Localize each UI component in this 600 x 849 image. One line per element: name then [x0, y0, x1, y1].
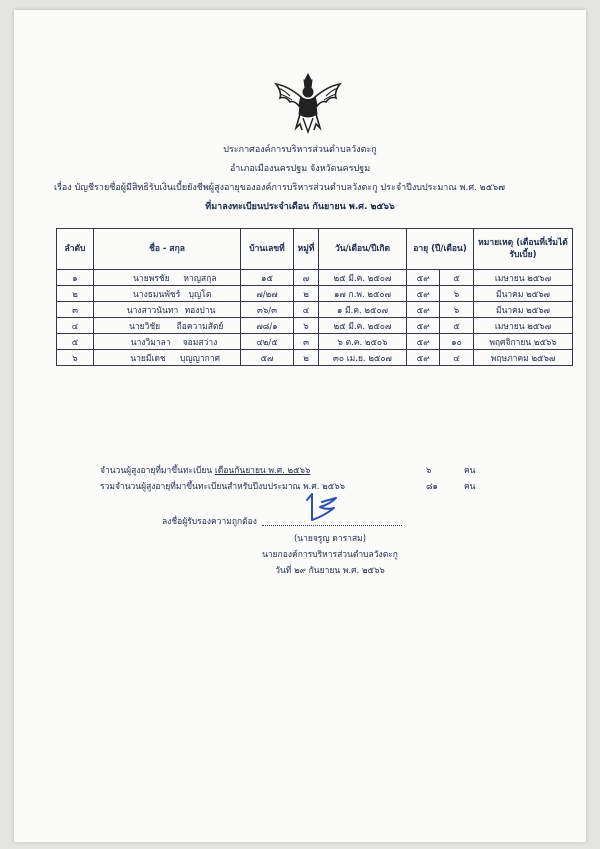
- subject-line: เรื่อง บัญชีรายชื่อผู้มีสิทธิรับเงินเบี้ยยังชีพผู้สูงอายุขององค์การบริหารส่วนตำบลวังตะกู ประจำปีงบประมาณ พ.ศ. ๒๕๖๗: [54, 183, 505, 193]
- moo-number: ๒: [294, 350, 319, 366]
- house-number: ๓๖/๓: [241, 302, 294, 318]
- signer-position: นายกองค์การบริหารส่วนตำบลวังตะกู: [262, 550, 398, 560]
- age-months: ๔: [440, 350, 474, 366]
- first-name: นายวิชัย: [129, 321, 161, 332]
- table-row: [57, 302, 573, 318]
- beneficiary-table: [56, 228, 573, 366]
- age-months: ๑๐: [440, 334, 474, 350]
- table-row: [57, 318, 573, 334]
- last-name: จอมสว่าง: [182, 337, 218, 348]
- certify-label: ลงชื่อผู้รับรองความถูกต้อง: [162, 517, 257, 527]
- last-name: ถือความสัตย์: [176, 321, 224, 332]
- table-row: [57, 286, 573, 302]
- last-name: หาญสกุล: [183, 273, 217, 284]
- header-dob: วัน/เดือน/ปีเกิด: [319, 229, 407, 270]
- document-page: [14, 10, 586, 842]
- age-months: ๖: [440, 302, 474, 318]
- table-header-row: [57, 229, 573, 270]
- birth-date: ๖ ต.ค. ๒๕๐๖: [319, 334, 407, 350]
- row-number: ๕: [57, 334, 94, 350]
- full-name: [94, 334, 241, 350]
- birth-date: ๑ มี.ค. ๒๕๐๗: [319, 302, 407, 318]
- full-name: [94, 270, 241, 286]
- total-count-unit: คน: [464, 482, 476, 492]
- birth-date: ๑๗ ก.พ. ๒๕๐๗: [319, 286, 407, 302]
- full-name: [94, 286, 241, 302]
- full-name: [94, 350, 241, 366]
- age-years: ๕๙: [407, 270, 440, 286]
- garuda-emblem-icon: [270, 70, 346, 134]
- remark: พฤศจิกายน ๒๕๖๖: [474, 334, 573, 350]
- moo-number: ๖: [294, 318, 319, 334]
- signer-name: (นายจรูญ ดาราสม): [293, 534, 367, 544]
- table-row: [57, 350, 573, 366]
- full-name: [94, 302, 241, 318]
- header-house-no: บ้านเลขที่: [241, 229, 294, 270]
- birth-date: ๒๕ มี.ค. ๒๕๐๗: [319, 270, 407, 286]
- moo-number: ๗: [294, 270, 319, 286]
- moo-number: ๔: [294, 302, 319, 318]
- house-number: ๗๘/๑: [241, 318, 294, 334]
- age-years: ๕๙: [407, 334, 440, 350]
- header-moo: หมู่ที่: [294, 229, 319, 270]
- age-years: ๕๙: [407, 318, 440, 334]
- district-line: อำเภอเมืองนครปฐม จังหวัดนครปฐม: [229, 164, 371, 174]
- row-number: ๑: [57, 270, 94, 286]
- first-name: นางธมนพัชร์: [132, 289, 181, 300]
- monthly-count-prefix: จำนวนผู้สูงอายุที่มาขึ้นทะเบียน: [100, 466, 215, 476]
- remark: พฤษภาคม ๒๕๖๗: [474, 350, 573, 366]
- signature-icon: [304, 490, 344, 524]
- total-count-value: ๘๑: [426, 482, 438, 492]
- table-row: [57, 270, 573, 286]
- house-number: ๗/๒๗: [241, 286, 294, 302]
- age-years: ๕๙: [407, 286, 440, 302]
- first-name: นายพรชัย: [133, 273, 170, 284]
- monthly-count-value: ๖: [426, 466, 432, 476]
- remark: มีนาคม ๒๕๖๗: [474, 302, 573, 318]
- signature-line: [262, 525, 402, 526]
- age-months: ๕: [440, 318, 474, 334]
- header-remark: หมายเหตุ (เดือนที่เริ่มได้รับเบี้ย): [474, 229, 573, 270]
- org-title: ประกาศองค์การบริหารส่วนตำบลวังตะกู: [223, 145, 377, 155]
- header-name: ชื่อ - สกุล: [94, 229, 241, 270]
- row-number: ๔: [57, 318, 94, 334]
- header-order: ลำดับ: [57, 229, 94, 270]
- monthly-count-month: เดือนกันยายน พ.ศ. ๒๕๖๖: [214, 466, 311, 476]
- remark: เมษายน ๒๕๖๗: [474, 270, 573, 286]
- signed-date: วันที่ ๒๙ กันยายน พ.ศ. ๒๕๖๖: [275, 566, 385, 576]
- birth-date: ๒๕ มี.ค. ๒๕๐๗: [319, 318, 407, 334]
- total-count-label: รวมจำนวนผู้สูงอายุที่มาขึ้นทะเบียนสำหรับปีงบประมาณ พ.ศ. ๒๕๖๖: [100, 482, 346, 492]
- age-months: ๕: [440, 270, 474, 286]
- first-name: นางสาวนันทา: [126, 305, 179, 316]
- monthly-count-unit: คน: [464, 466, 476, 476]
- birth-date: ๓๐ เม.ย. ๒๕๐๗: [319, 350, 407, 366]
- table-row: [57, 334, 573, 350]
- last-name: บุญญากาศ: [180, 353, 220, 364]
- age-years: ๕๙: [407, 350, 440, 366]
- age-months: ๖: [440, 286, 474, 302]
- last-name: ทองปาน: [184, 305, 216, 316]
- full-name: [94, 318, 241, 334]
- last-name: บุญโต: [188, 289, 212, 300]
- row-number: ๓: [57, 302, 94, 318]
- first-name: นางวิมาลา: [130, 337, 171, 348]
- moo-number: ๓: [294, 334, 319, 350]
- house-number: ๕๗: [241, 350, 294, 366]
- remark: มีนาคม ๒๕๖๗: [474, 286, 573, 302]
- house-number: ๑๕: [241, 270, 294, 286]
- age-years: ๕๙: [407, 302, 440, 318]
- remark: เมษายน ๒๕๖๗: [474, 318, 573, 334]
- row-number: ๖: [57, 350, 94, 366]
- house-number: ๔๒/๕: [241, 334, 294, 350]
- header-age: อายุ (ปี/เดือน): [407, 229, 474, 270]
- first-name: นายมีเดช: [130, 353, 166, 364]
- row-number: ๒: [57, 286, 94, 302]
- monthly-count-label: [100, 466, 310, 477]
- moo-number: ๒: [294, 286, 319, 302]
- month-line: ที่มาลงทะเบียนประจำเดือน กันยายน พ.ศ. ๒๕๖๖: [205, 202, 395, 212]
